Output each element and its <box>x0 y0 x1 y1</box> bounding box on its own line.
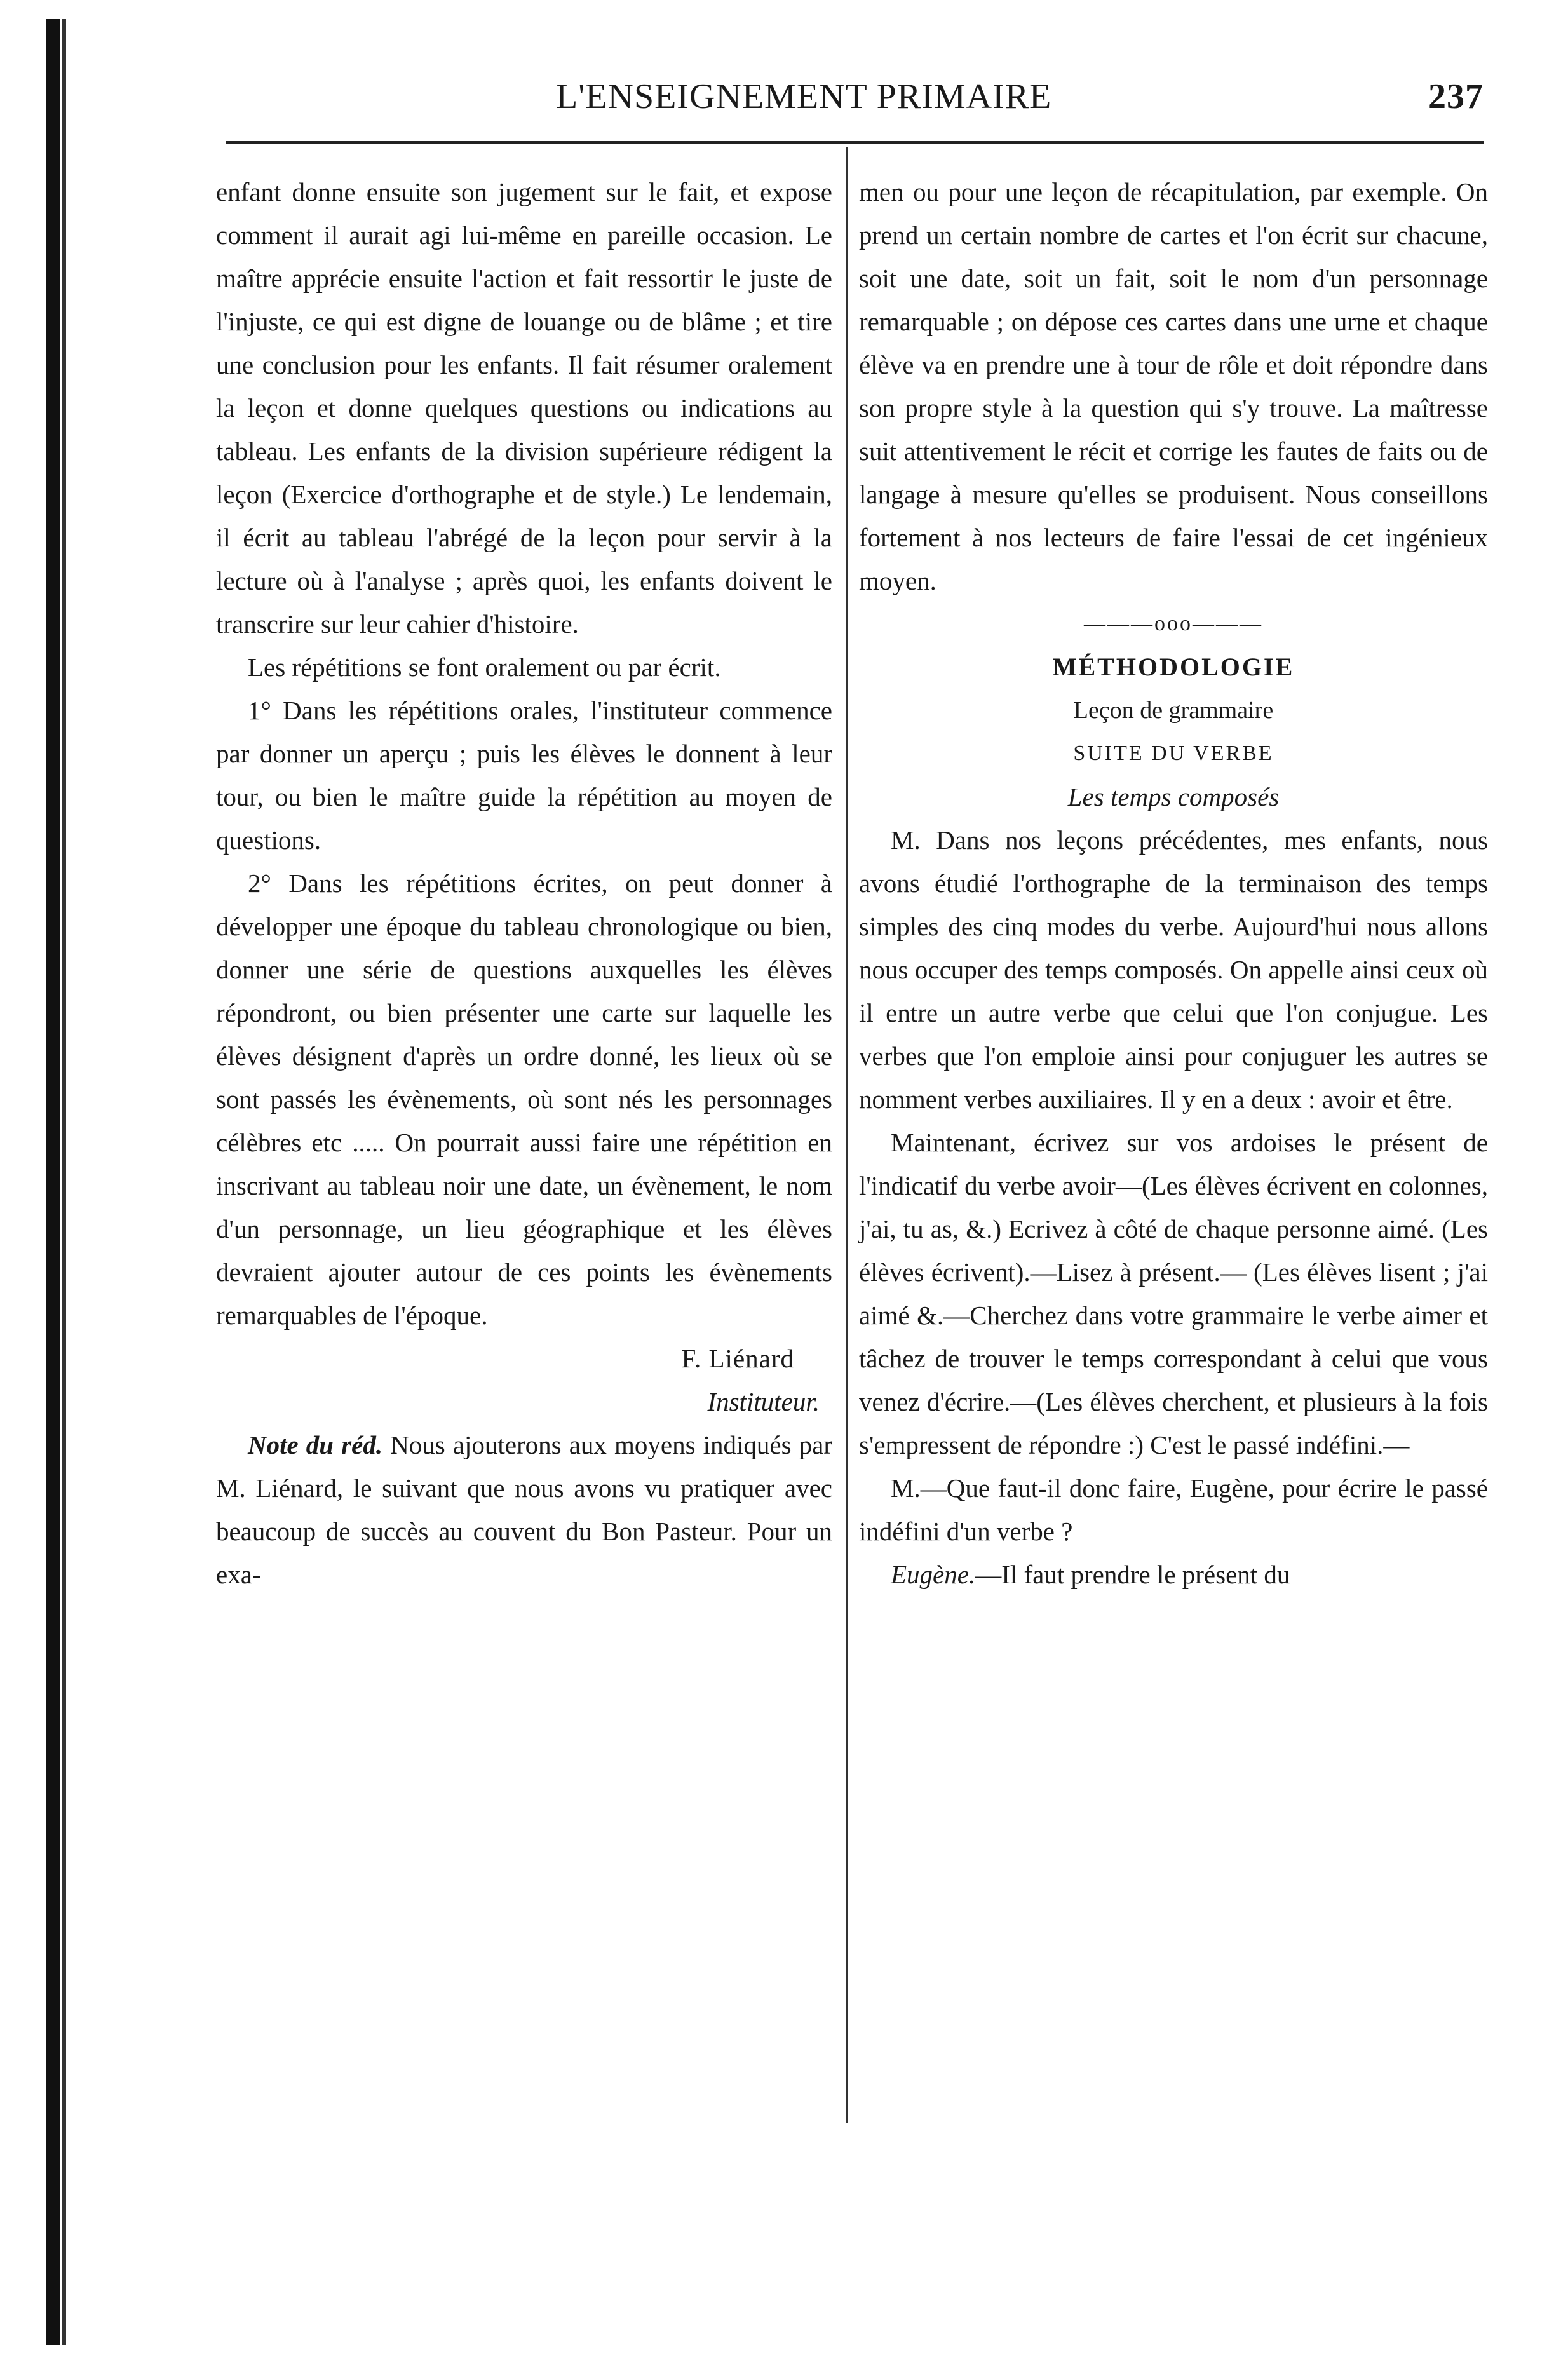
section-ornament: ———ooo——— <box>1084 612 1263 635</box>
section-subtitle: Leçon de grammaire <box>1073 697 1274 724</box>
editor-note <box>216 1423 832 1596</box>
right-paragraph-1: men ou pour une leçon de récapitulation, par exemple. On prend un certain nombre de cartes et l'on écrit sur chacune, soit une date, soit un fait, soit le nom d'un personnage remarquable ; on dépose ces cartes dans une urne et chaque élève va en prendre une à tour de rôle et doit répondre dans son propre style à la question qui s'y trouve. La maîtresse suit attentivement le récit et corrige les fautes de faits ou de langage à mesure qu'elles se produisent. Nous conseillons fortement à nos lecteurs de faire l'essai de cet ingénieux moyen. <box>859 177 1488 595</box>
signature-role: Instituteur. <box>707 1387 820 1416</box>
section-subtitle-2: SUITE DU VERBE <box>1073 741 1274 765</box>
running-header <box>226 76 1484 133</box>
right-paragraph-4: M.—Que faut-il donc faire, Eugène, pour écrire le passé indéfini d'un verbe ? <box>859 1473 1488 1546</box>
signature-name: F. Liénard <box>681 1344 794 1373</box>
right-column <box>859 170 1488 1596</box>
section-subtitle-3: Les temps composés <box>1067 782 1280 811</box>
left-paragraph-2: Les répétitions se font oralement ou par écrit. <box>248 653 721 682</box>
right-paragraph-3: Maintenant, écrivez sur vos ardoises le présent de l'indicatif du verbe avoir—(Les élèves écrivent en colonnes, j'ai, tu as, &.) Ecrivez à côté de chaque personne aimé. (Les élèves écrivent).—Lisez à présent.— (Les élèves lisent ; j'ai aimé &.—Cherchez dans votre grammaire le verbe aimer et tâchez de trouver le temps correspondant à celui que vous venez d'écrire.—(Les élèves cherchent, et plusieurs à la fois s'empressent de répondre :) C'est le passé indéfini.— <box>859 1128 1488 1459</box>
running-title: L'ENSEIGNEMENT PRIMAIRE <box>556 77 1052 116</box>
section-title: MÉTHODOLOGIE <box>1052 653 1295 681</box>
note-label: Note du réd. <box>248 1430 383 1459</box>
speaker-text: —Il faut prendre le présent du <box>975 1560 1290 1589</box>
right-paragraph-5 <box>859 1553 1488 1596</box>
page-number: 237 <box>1428 77 1484 116</box>
speaker-name: Eugène. <box>891 1560 976 1589</box>
signature <box>216 1337 832 1380</box>
right-paragraph-2: M. Dans nos leçons précédentes, mes enfants, nous avons étudié l'orthographe de la terminaison des temps simples des cinq modes du verbe. Aujourd'hui nous allons nous occuper des temps composés. On appelle ainsi ceux où il entre un autre verbe que celui que l'on conjugue. Les verbes que l'on emploie ainsi pour conjuguer les autres se nomment verbes auxiliaires. Il y en a deux : avoir et être. <box>859 825 1488 1114</box>
left-paragraph-4: 2° Dans les répétitions écrites, on peut donner à développer une époque du tableau chronologique ou bien, donner une série de questions auxquelles les élèves répondront, ou bien présenter une carte sur laquelle les élèves désignent d'après un ordre donné, les lieux où se sont passés les évènements, où sont nés les personnages célèbres etc ..... On pourrait aussi faire une répétition en inscrivant au tableau noir une date, un évènement, le nom d'un personnage, un lieu géographique et les élèves devraient ajouter autour de ces points les évènements remarquables de l'époque. <box>216 869 832 1330</box>
header-rule <box>226 141 1484 144</box>
left-paragraph-3: 1° Dans les répétitions orales, l'instituteur commence par donner un aperçu ; puis les élèves le donnent à leur tour, ou bien le maître guide la répétition au moyen de questions. <box>216 696 832 855</box>
left-paragraph-1: enfant donne ensuite son jugement sur le fait, et expose comment il aurait agi lui-même en pareille occasion. Le maître apprécie ensuite l'action et fait ressortir le juste de l'injuste, ce qui est digne de louange ou de blâme ; et tire une conclusion pour les enfants. Il fait résumer oralement la leçon et donne quelques questions ou indications au tableau. Les enfants de la division supérieure rédigent la leçon (Exercice d'orthographe et de style.) Le lendemain, il écrit au tableau l'abrégé de la leçon pour servir à la lecture où à l'analyse ; après quoi, les enfants doivent le transcrire sur leur cahier d'histoire. <box>216 177 832 639</box>
left-column <box>216 170 832 1596</box>
column-divider <box>846 147 848 2123</box>
binding-edge <box>46 19 60 2345</box>
note-text: Nous ajouterons aux moyens indiqués par M. Liénard, le suivant que nous avons vu pratiquer avec beaucoup de succès au couvent du Bon Pasteur. Pour un exa- <box>216 1430 833 1589</box>
